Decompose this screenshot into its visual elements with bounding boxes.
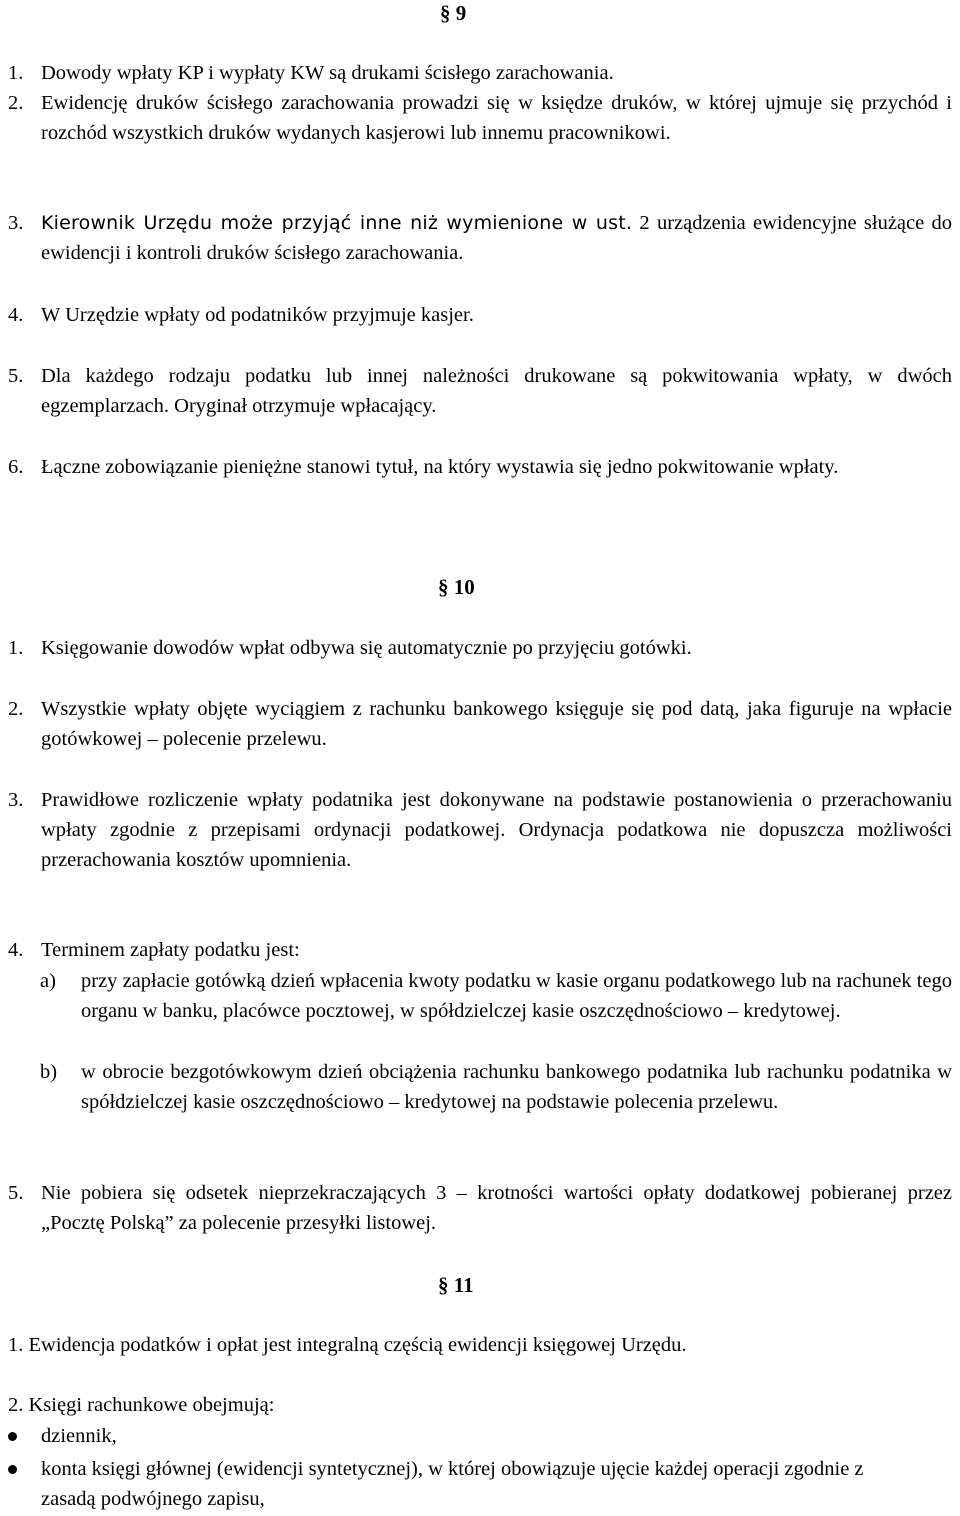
s11-paragraph-2: 2. Księgi rachunkowe obejmują: [8,1394,275,1416]
s10-item-5: 5. Nie pobiera się odsetek nieprzekraczających 3 – krotności wartości opłaty dodatkowej pobieranej przez „Pocztę Polską” za polecenie przesyłki listowej. [8,1182,952,1234]
s10-item-3: 3. Prawidłowe rozliczenie wpłaty podatnika jest dokonywane na podstawie postanowienia o przerachowaniu wpłaty zgodnie z przepisami ordynacji podatkowej. Ordynacja podatkowa nie dopuszcza możliwości przerachowania kosztów upomnienia. [8,789,952,871]
s9-item-6: 6. Łączne zobowiązanie pieniężne stanowi tytuł, na który wystawia się jedno pokwitowanie wpłaty. [8,456,839,478]
s11-paragraph-1: 1. Ewidencja podatków i opłat jest integralną częścią ewidencji księgowej Urzędu. [8,1334,687,1356]
section-heading-10: § 10 [438,575,475,599]
s10-item-4-sub-b: b) w obrocie bezgotówkowym dzień obciążenia rachunku bankowego podatnika lub rachunku podatnika w spółdzielczej kasie oszczędnościowo – kredytowej na podstawie polecenia przelewu. [40,1061,952,1113]
section-heading-11: § 11 [438,1273,474,1297]
s11-bullet-1: dziennik, [8,1421,900,1451]
s9-item-1: 1. Dowody wpłaty KP i wypłaty KW są drukami ścisłego zarachowania. [8,62,614,84]
s9-item-3-sans-part: Kierownik Urzędu może przyjąć inne niż wymienione w ust. [41,212,633,234]
s9-item-3: 3. Kierownik Urzędu może przyjąć inne niż wymienione w ust. 2 urządzenia ewidencyjne służące do ewidencji i kontroli druków ścisłego zarachowania. [8,212,952,264]
s10-item-4-sub-a: a) przy zapłacie gotówką dzień wpłacenia kwoty podatku w kasie organu podatkowego lub na rachunek tego organu w banku, placówce pocztowej, w spółdzielczej kasie oszczędnościowo – kredytowej. [40,970,952,1022]
s11-bullet-2: konta księgi głównej (ewidencji syntetycznej), w której obowiązuje ujęcie każdej operacji zgodnie z zasadą podwójnego zapisu, [8,1454,900,1514]
s9-item-2: 2. Ewidencję druków ścisłego zarachowania prowadzi się w księdze druków, w której ujmuje się przychód i rozchód wszystkich druków wydanych kasjerowi lub innemu pracownikowi. [8,92,952,144]
s10-item-2: 2. Wszystkie wpłaty objęte wyciągiem z rachunku bankowego księguje się pod datą, jaka figuruje na wpłacie gotówkowej – polecenie przelewu. [8,698,952,750]
bullet-dot-icon [8,1432,17,1441]
s9-item-5: 5. Dla każdego rodzaju podatku lub innej należności drukowane są pokwitowania wpłaty, w dwóch egzemplarzach. Oryginał otrzymuje wpłacający. [8,365,952,417]
s9-item-4: 4. W Urzędzie wpłaty od podatników przyjmuje kasjer. [8,304,474,326]
s10-item-1: 1. Księgowanie dowodów wpłat odbywa się automatycznie po przyjęciu gotówki. [8,637,692,659]
s10-item-4: 4. Terminem zapłaty podatku jest: [8,939,300,961]
section-heading-9: § 9 [440,1,467,25]
bullet-dot-icon [8,1465,17,1474]
s9-item-3-serif-part: 2 urządzenia ewidencyjne służące do ewidencji i kontroli druków ścisłego zarachowania. [41,212,952,264]
